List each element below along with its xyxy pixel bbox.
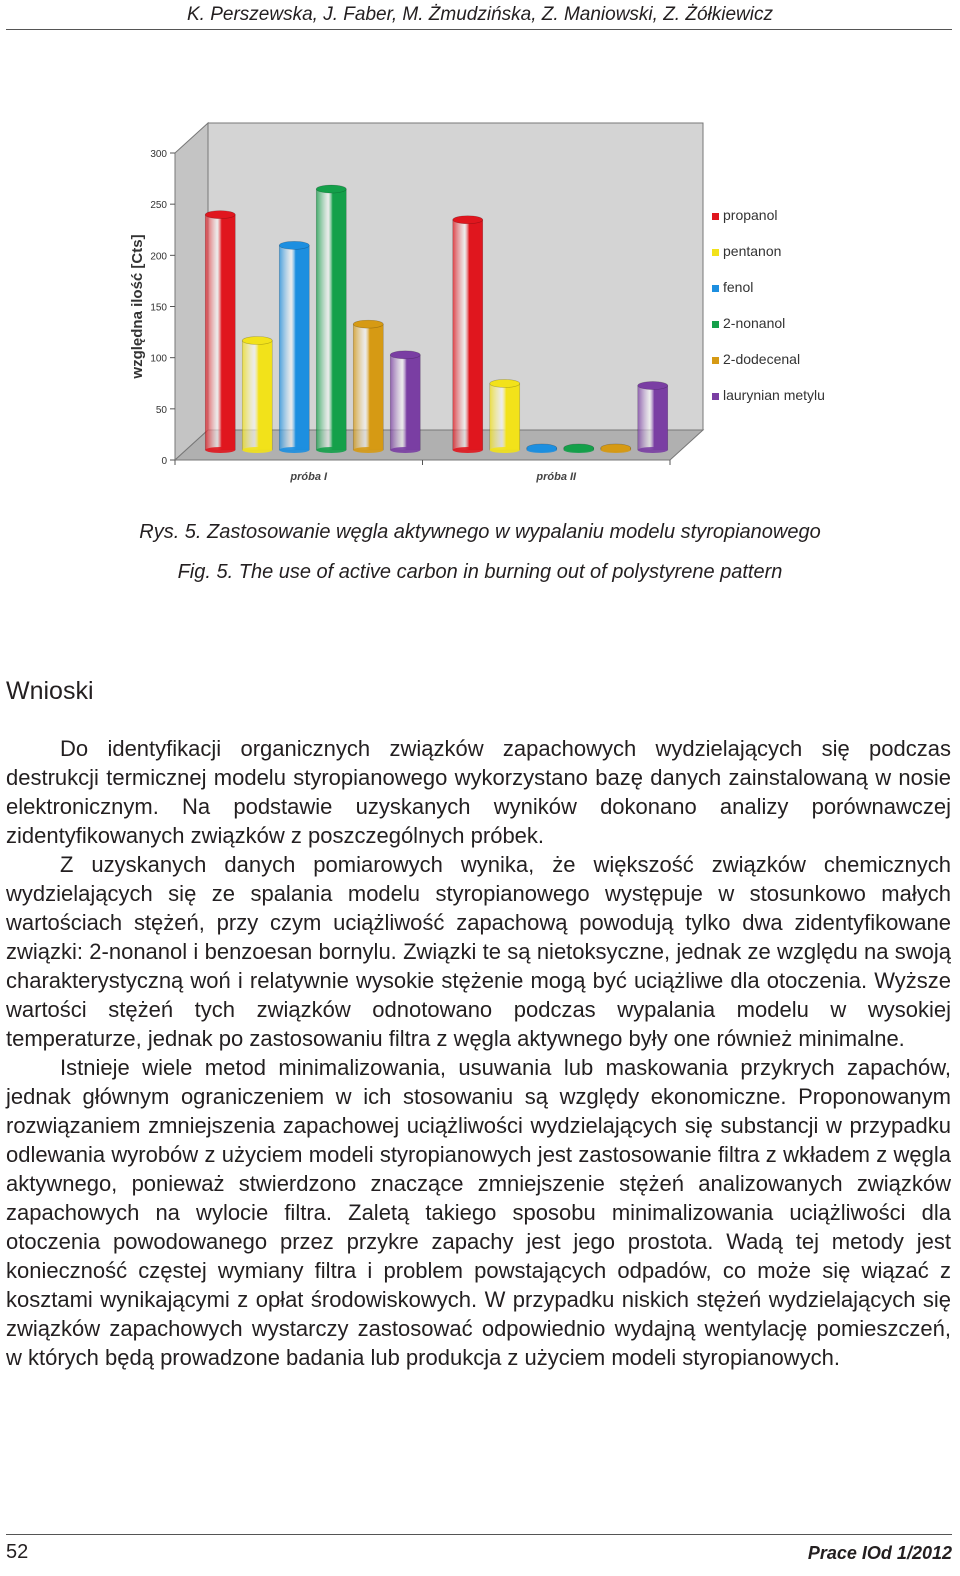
paragraph-3: Istnieje wiele metod minimalizowania, usuwania lub maskowania przykrych zapachów, jednak głównym ograniczeniem w ich stosowaniu są względy ekonomiczne. Proponowanym rozwiązaniem zmniejszenia zapachowej uciążliwości wydzielających się substancji w przypadku odlewania wyrobów z użyciem modeli styropianowych jest zastosowanie filtra z wkładem z węgla aktywnego, ponieważ stwierdzono znaczące zmniejszenie stężeń analizowanych związków zapachowych na wylocie filtra. Zaletą takiego sposobu minimalizowania uciążliwości dla otoczenia powodowanego przez przykre zapachy jest jego prostota. Wadą tej metody jest konieczność częstej wymiany filtra i problem powstających odpadów, co może się wiązać z kosztami wynikającymi z opłat środowiskowych. W przypadku niskich stężeń wydzielających się związków zapachowych wystarczy zastosować odpowiednio wydajną wentylację pomieszczeń, w których będą prowadzone badania lub produkcja z użyciem modeli styropianowych.: [6, 1055, 951, 1370]
header-authors: K. Perszewska, J. Faber, M. Żmudzińska, Z. Maniowski, Z. Żółkiewicz: [187, 4, 773, 25]
figure-caption-pl: Rys. 5. Zastosowanie węgla aktywnego w wypalaniu modelu styropianowego: [139, 521, 821, 543]
bar-propanol-2: [453, 216, 483, 453]
svg-text:150: 150: [150, 302, 167, 314]
bar-fenol-1: [279, 241, 309, 453]
svg-text:50: 50: [155, 404, 167, 416]
page-number: 52: [6, 1541, 29, 1563]
legend-swatch: [712, 285, 719, 292]
bar-2-dodecenal-1: [353, 320, 383, 453]
legend-label: pentanon: [723, 243, 782, 259]
x-axis-categories: [289, 471, 577, 483]
category-label: próba I: [290, 471, 328, 483]
legend-swatch: [712, 213, 719, 220]
bar-chart-svg: [120, 120, 850, 490]
bar-2-dodecenal-2: [601, 444, 631, 453]
legend-label: propanol: [723, 207, 778, 223]
running-header: [0, 0, 960, 30]
svg-text:100: 100: [150, 353, 167, 365]
bar-2-nonanol-1: [316, 185, 346, 453]
footer-rule: [6, 1534, 952, 1535]
bar-laurynian-metylu-1: [390, 351, 420, 453]
bar-pentanon-1: [242, 337, 272, 453]
svg-text:0: 0: [161, 456, 167, 467]
bar-propanol-1: [205, 211, 235, 453]
legend-swatch: [712, 321, 719, 328]
legend-swatch: [712, 249, 719, 256]
bar-chart: [120, 120, 850, 490]
legend-label: fenol: [723, 279, 754, 295]
y-axis-label: względna ilość [Cts]: [129, 234, 146, 379]
bar-2-nonanol-2: [564, 444, 594, 453]
legend-label: laurynian metylu: [723, 387, 825, 403]
figure-caption-en: Fig. 5. The use of active carbon in burning out of polystyrene pattern: [177, 561, 783, 583]
legend-label: 2-nonanol: [723, 315, 786, 331]
paragraph-1: Do identyfikacji organicznych związków zapachowych wydzielających się podczas destrukcji termicznej modelu styropianowego wykorzystano bazę danych zainstalowaną w nosie elektronicznym. Na podstawie uzyskanych wyników dokonano analizy porównawczej zidentyfikowanych związków z poszczególnych próbek.: [6, 736, 951, 848]
svg-text:200: 200: [150, 251, 167, 263]
category-label: próba II: [536, 471, 577, 483]
chart-legend: [712, 207, 825, 403]
bar-pentanon-2: [490, 379, 520, 453]
header-rule: [6, 29, 952, 30]
bar-fenol-2: [527, 444, 557, 453]
body-text: [6, 734, 951, 1372]
svg-text:300: 300: [150, 149, 167, 160]
bar-laurynian-metylu-2: [638, 382, 668, 453]
section-title: Wnioski: [6, 677, 94, 705]
legend-swatch: [712, 393, 719, 400]
svg-text:250: 250: [150, 200, 167, 212]
journal-issue: Prace IOd 1/2012: [807, 1543, 952, 1563]
paragraph-2: Z uzyskanych danych pomiarowych wynika, że większość związków chemicznych wydzielających się ze spalania modelu styropianowego występuje w stosunkowo małych wartościach stężeń, przy czym uciążliwość zapachową powodują tylko dwa zidentyfikowane związki: 2-nonanol i benzoesan bornylu. Związki te są nietoksyczne, jednak ze względu na swoją charakterystyczną woń i relatywnie wysokie stężenie mogą być uciążliwe dla otoczenia. Wyższe wartości stężeń tych związków odnotowano podczas wypalania modelu w wysokiej temperaturze, jednak po zastosowaniu filtra z węgla aktywnego były one również minimalne.: [6, 852, 951, 1051]
legend-label: 2-dodecenal: [723, 351, 801, 367]
legend-swatch: [712, 357, 719, 364]
